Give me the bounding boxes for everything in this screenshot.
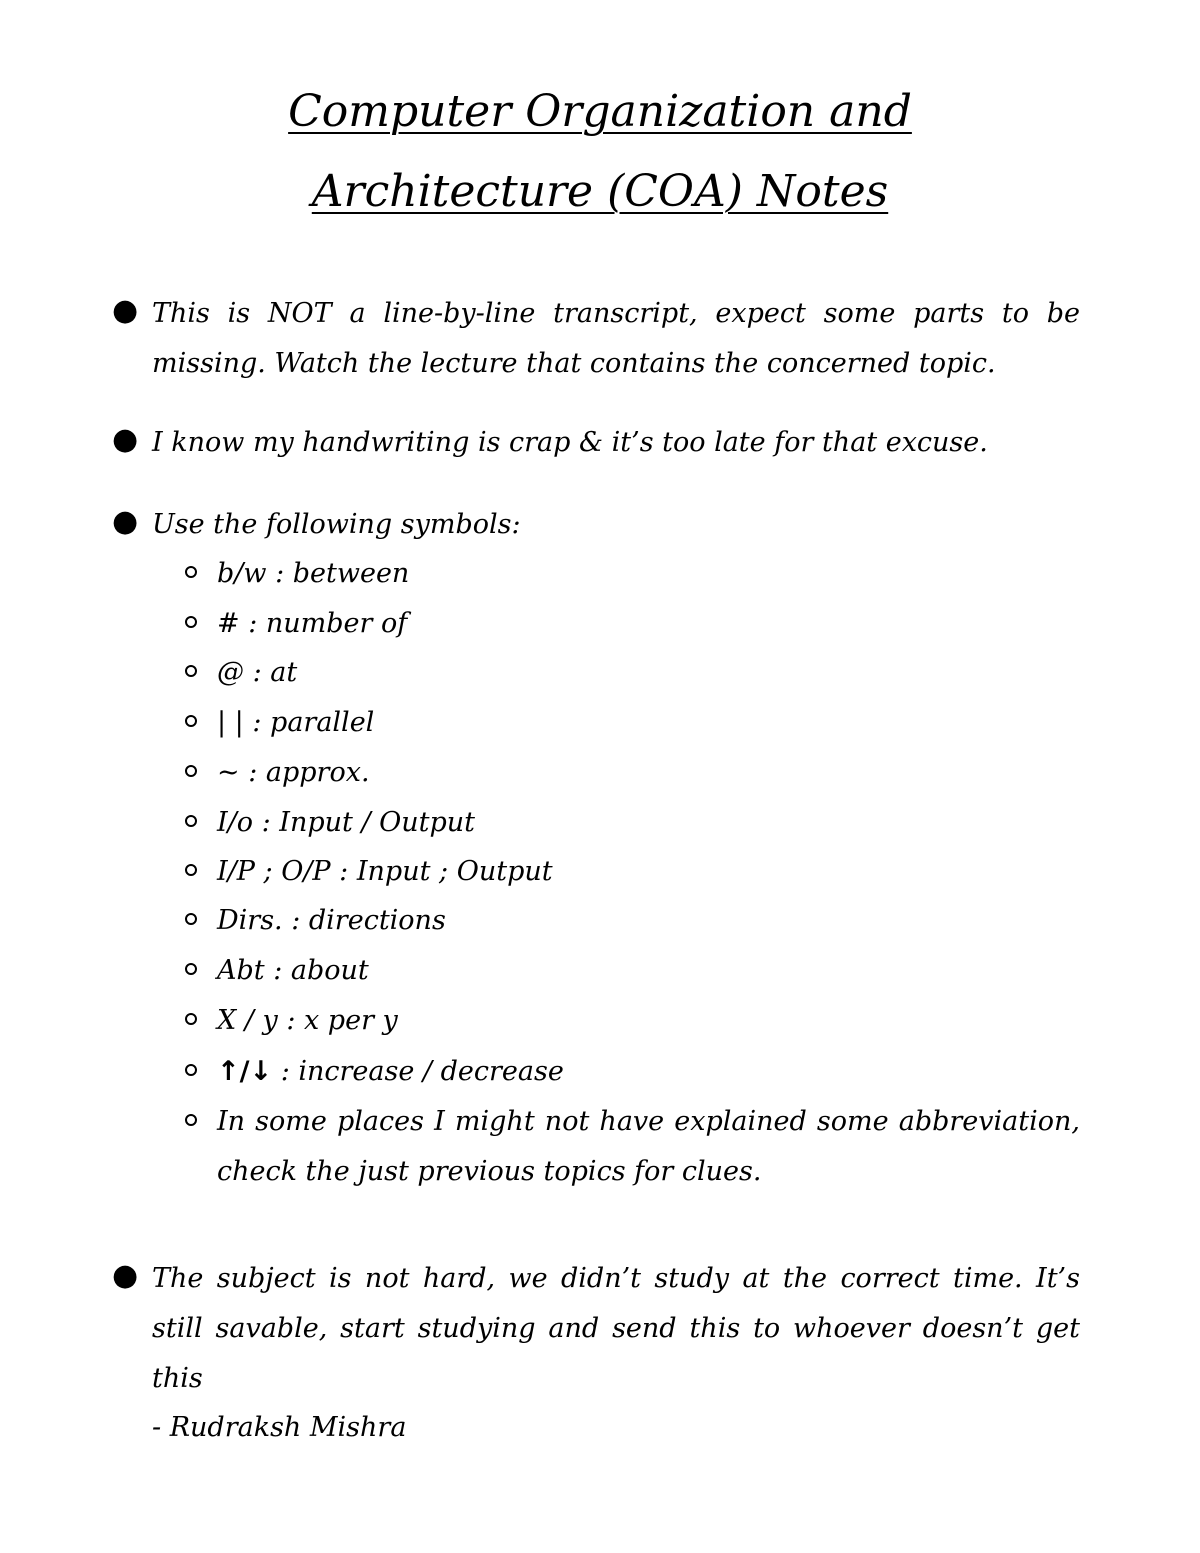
sub-item-text: # : number of (217, 608, 408, 639)
list-item: Use the following symbols: (152, 509, 521, 540)
page-title (0, 72, 1200, 232)
sub-item-text: I/P ; O/P : Input ; Output (217, 856, 553, 887)
sub-list-item (185, 896, 1080, 946)
sub-item-text: ~ : approx. (217, 757, 370, 788)
circle-bullet-icon (185, 566, 197, 578)
sub-list-item (185, 1097, 1080, 1197)
circle-bullet-icon (185, 864, 197, 876)
sub-item-text: I/o : Input / Output (217, 807, 476, 838)
list-item: I know my handwriting is crap & it’s too late for that excuse. (152, 427, 988, 458)
sub-list-item (185, 599, 1080, 649)
sub-list-item (185, 996, 1080, 1046)
circle-bullet-icon (185, 1064, 197, 1076)
sub-item-text: @ : at (217, 657, 298, 688)
signature: - Rudraksh Mishra (152, 1412, 407, 1443)
sub-item-text: | | : parallel (217, 707, 375, 738)
sub-list-item (185, 549, 1080, 599)
list-item: The subject is not hard, we didn’t study at the correct time. It’s still savable, start studying and send this to whoever doesn’t get this (152, 1263, 1080, 1394)
title-line-2: Architecture (COA) Notes (311, 166, 889, 217)
circle-bullet-icon (185, 665, 197, 677)
circle-bullet-icon (185, 963, 197, 975)
bullet-icon: ● (112, 504, 139, 539)
circle-bullet-icon (185, 616, 197, 628)
circle-bullet-icon (185, 1013, 197, 1025)
list-item: This is NOT a line-by-line transcript, expect some parts to be missing. Watch the lecture that contains the concerned topic. (152, 298, 1080, 379)
sub-item-text: Dirs. : directions (217, 905, 446, 936)
sub-item-text (217, 1047, 1080, 1097)
sub-item-text: Abt : about (217, 955, 369, 986)
sub-list-item (185, 946, 1080, 996)
sub-list-item (185, 698, 1080, 748)
title-line-1: Computer Organization and (288, 86, 912, 137)
arrow-item-text: : increase / decrease (272, 1056, 564, 1087)
up-down-arrows-icon: ↑/↓ (217, 1056, 273, 1087)
circle-bullet-icon (185, 715, 197, 727)
bullet-icon: ● (112, 293, 139, 328)
sub-list-item (185, 847, 1080, 897)
sub-list-item (185, 748, 1080, 798)
sub-item-text: b/w : between (217, 558, 410, 589)
circle-bullet-icon (185, 765, 197, 777)
bullet-icon: ● (112, 1258, 139, 1293)
sub-item-text: In some places I might not have explained some abbreviation, check the just previous topics for clues. (217, 1106, 1080, 1187)
sub-list-item (185, 648, 1080, 698)
sub-list-item (185, 798, 1080, 848)
sub-list-item (185, 1047, 1080, 1097)
sub-item-text: X / y : x per y (217, 1005, 398, 1036)
circle-bullet-icon (185, 815, 197, 827)
bullet-icon: ● (112, 422, 139, 457)
circle-bullet-icon (185, 1114, 197, 1126)
circle-bullet-icon (185, 913, 197, 925)
